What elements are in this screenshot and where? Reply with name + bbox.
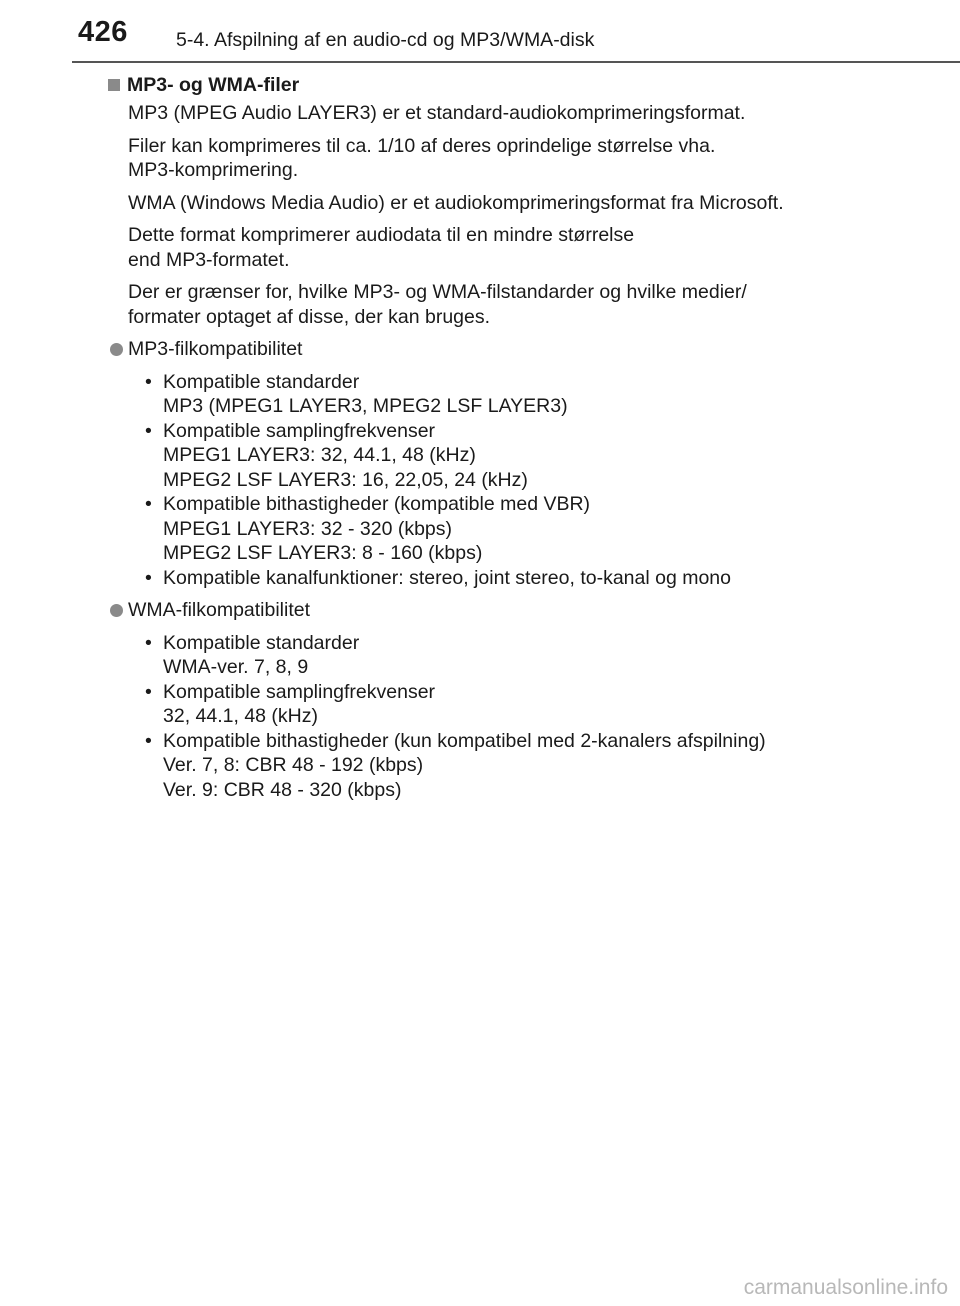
mp3-compat-list (104, 370, 864, 591)
bullet-dot: • (145, 370, 152, 393)
list-item (104, 370, 864, 419)
paragraph: WMA (Windows Media Audio) er et audiokomprimeringsformat fra Microsoft. (128, 191, 784, 214)
list-item (104, 631, 864, 680)
paragraph (128, 223, 864, 272)
list-item-detail: Ver. 9: CBR 48 - 320 (kbps) (163, 778, 402, 801)
list-item-detail: MPEG1 LAYER3: 32 - 320 (kbps) (163, 517, 453, 540)
paragraph-line: Filer kan komprimeres til ca. 1/10 af deres oprindelige størrelse vha. (128, 134, 716, 157)
list-item-label: Kompatible samplingfrekvenser (163, 419, 436, 442)
header-divider (72, 61, 960, 63)
page-content (104, 72, 864, 802)
paragraph-line: formater optaget af disse, der kan bruges. (128, 305, 491, 328)
list-item-label: Kompatible samplingfrekvenser (163, 680, 436, 703)
bullet-dot: • (145, 493, 152, 515)
list-item-label: Kompatible bithastigheder (kun kompatibel med 2-kanalers afspilning) (163, 729, 766, 752)
bullet-dot: • (145, 680, 152, 703)
page-header (0, 0, 960, 62)
list-item-label: Kompatible kanalfunktioner: stereo, joint stereo, to-kanal og mono (163, 566, 731, 589)
square-bullet-icon (108, 79, 120, 91)
paragraph-line: Dette format komprimerer audiodata til en mindre størrelse (128, 224, 635, 246)
section-heading-text: MP3- og WMA-filer (127, 73, 300, 96)
bullet-dot: • (145, 566, 152, 589)
list-item-detail: Ver. 7, 8: CBR 48 - 192 (kbps) (163, 754, 424, 776)
paragraph-line: MP3-komprimering. (128, 159, 299, 181)
bullet-dot: • (145, 419, 152, 442)
watermark-logo: carmanualsonline.info (743, 1276, 948, 1299)
paragraph: MP3 (MPEG Audio LAYER3) er et standard-audiokomprimeringsformat. (128, 102, 746, 124)
list-item (104, 419, 864, 493)
list-item-detail: MPEG1 LAYER3: 32, 44.1, 48 (kHz) (163, 444, 476, 466)
section-heading (108, 72, 864, 98)
list-item-detail: MP3 (MPEG1 LAYER3, MPEG2 LSF LAYER3) (163, 395, 568, 417)
list-item-label: Kompatible standarder (163, 370, 360, 393)
paragraph-line: end MP3-formatet. (128, 248, 290, 271)
wma-compat-heading (110, 598, 864, 623)
list-item-label: Kompatible bithastigheder (kompatible med VBR) (163, 493, 591, 515)
list-item (104, 680, 864, 729)
list-item (104, 566, 864, 591)
circle-bullet-icon (110, 343, 123, 356)
bullet-dot: • (145, 631, 152, 654)
list-item-detail: MPEG2 LSF LAYER3: 16, 22,05, 24 (kHz) (163, 468, 528, 491)
list-item-label: Kompatible standarder (163, 631, 360, 654)
circle-bullet-icon (110, 604, 123, 617)
page-number: 426 (78, 16, 128, 48)
list-item (104, 729, 864, 803)
list-item-detail: WMA-ver. 7, 8, 9 (163, 656, 309, 678)
mp3-compat-title: MP3-filkompatibilitet (128, 338, 303, 360)
bullet-dot: • (145, 729, 152, 752)
list-item (104, 492, 864, 566)
paragraph (128, 280, 864, 329)
wma-compat-list (104, 631, 864, 803)
list-item-detail: 32, 44.1, 48 (kHz) (163, 705, 318, 727)
paragraph (128, 134, 864, 183)
section-title: 5-4. Afspilning af en audio-cd og MP3/WMA-disk (176, 29, 595, 51)
mp3-compat-heading (110, 337, 864, 362)
paragraph-line: Der er grænser for, hvilke MP3- og WMA-filstandarder og hvilke medier/ (128, 281, 747, 303)
wma-compat-title: WMA-filkompatibilitet (128, 599, 311, 621)
list-item-detail: MPEG2 LSF LAYER3: 8 - 160 (kbps) (163, 542, 483, 564)
